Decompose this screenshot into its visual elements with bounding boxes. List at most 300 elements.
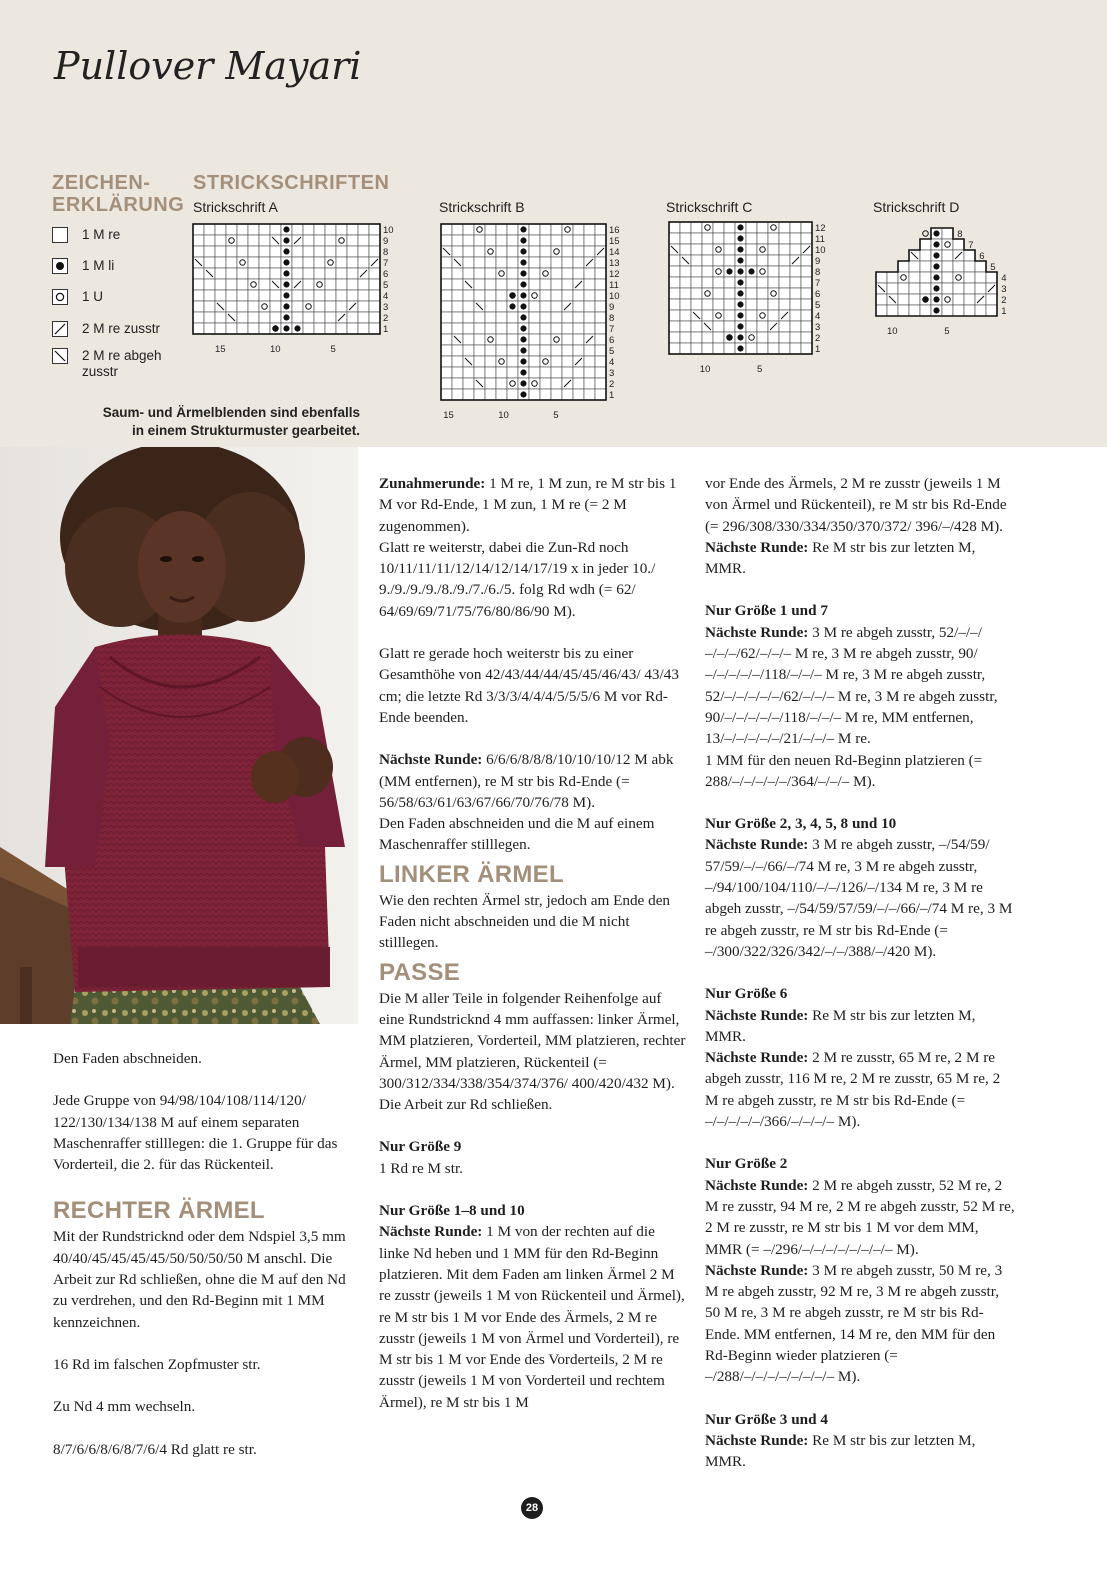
- chart-cell: [237, 312, 248, 323]
- chart-cell: [441, 323, 452, 334]
- chart-cell: [441, 268, 452, 279]
- chart-cell: [964, 250, 975, 261]
- empty-square-icon: [52, 227, 68, 243]
- legend-label: 1 U: [82, 289, 104, 304]
- chart-d: [876, 228, 1026, 343]
- chart-cell: [485, 389, 496, 400]
- paragraph: Jede Gruppe von 94/98/104/108/114/120/ 122/130/134/138 M auf einem separaten Maschenraffer stilllegen: die 1. Gruppe für das Vorderteil, die 2. für das Rückenteil.: [53, 1092, 338, 1174]
- chart-cell: [746, 222, 757, 233]
- chart-cell: [204, 279, 215, 290]
- row-label: 9: [815, 255, 821, 267]
- chart-cell: [540, 224, 551, 235]
- row-label: 4: [383, 290, 389, 302]
- col-label: 15: [215, 344, 226, 355]
- chart-cell: [801, 343, 812, 354]
- purl-dot: [933, 252, 939, 258]
- chart-cell: [496, 268, 507, 279]
- chart-cell: [540, 301, 551, 312]
- chart-cell: [691, 255, 702, 266]
- chart-cell: [369, 323, 380, 334]
- text: 1 M von der rechten auf die linke Nd heben und 1 MM für den Rd-Beginn platzieren. Mit dem Faden am linken Ärmel 2 M re zusstr (jeweils 1 M von Rückenteil und Ärmel), re M str bis 1 M vor Ende des Ärmels, 2 M re zusstr (jeweils 1 M von Ärmel und Vorderteil), re M str bis 1 M vor Ende des Vorderteils, 2 M re zusstr (jeweils 1 M von Vorderteil und rechtem Ärmel), re M str bis 1 M: [379, 1223, 685, 1411]
- row-label: 7: [609, 323, 615, 335]
- chart-b: [441, 224, 631, 429]
- chart-cell: [496, 246, 507, 257]
- chart-cell: [757, 343, 768, 354]
- chart-cell: [691, 288, 702, 299]
- heading-passe: PASSE: [379, 958, 461, 986]
- chart-cell: [204, 312, 215, 323]
- row-label: 3: [383, 301, 389, 313]
- chart-cell: [713, 233, 724, 244]
- chart-cell: [595, 290, 606, 301]
- chart-cell: [551, 323, 562, 334]
- row-label: 5: [990, 261, 996, 273]
- chart-cell: [746, 244, 757, 255]
- chart-cell: [474, 345, 485, 356]
- chart-cell: [757, 244, 768, 255]
- chart-note: Saum- und Ärmelblenden sind ebenfalls in einem Strukturmuster gearbeitet.: [102, 405, 360, 438]
- chart-cell: [801, 288, 812, 299]
- purl-dot: [520, 270, 526, 276]
- chart-cell: [358, 257, 369, 268]
- chart-cell: [562, 345, 573, 356]
- chart-cell: [529, 312, 540, 323]
- label: Zunahmerunde:: [379, 475, 486, 492]
- chart-cell: [724, 233, 735, 244]
- chart-cell: [441, 389, 452, 400]
- chart-cell: [986, 294, 997, 305]
- chart-cell: [463, 246, 474, 257]
- chart-cell: [485, 290, 496, 301]
- label: Nächste Runde:: [705, 1049, 809, 1067]
- chart-cell: [724, 288, 735, 299]
- chart-cell: [790, 310, 801, 321]
- chart-cell: [529, 257, 540, 268]
- chart-cell: [669, 233, 680, 244]
- chart-cell: [441, 367, 452, 378]
- legend-label: 2 M re zusstr: [82, 321, 161, 336]
- chart-cell: [669, 277, 680, 288]
- chart-cell: [259, 279, 270, 290]
- chart-cell: [964, 261, 975, 272]
- chart-cell: [953, 294, 964, 305]
- col-label: 5: [553, 410, 559, 421]
- chart-cell: [336, 257, 347, 268]
- chart-cell: [724, 321, 735, 332]
- chart-cell: [441, 345, 452, 356]
- purl-dot: [283, 325, 289, 331]
- chart-cell: [691, 244, 702, 255]
- chart-cell: [358, 312, 369, 323]
- chart-cell: [369, 301, 380, 312]
- chart-cell: [573, 301, 584, 312]
- label: Nur Größe 1 und 7: [705, 602, 828, 620]
- chart-cell: [573, 312, 584, 323]
- chart-grid: [193, 224, 380, 334]
- chart-cell: [529, 246, 540, 257]
- row-label: 3: [815, 321, 821, 333]
- chart-cell: [953, 261, 964, 272]
- chart-cell: [358, 224, 369, 235]
- chart-cell: [358, 301, 369, 312]
- chart-cell: [801, 222, 812, 233]
- row-label: 1: [815, 343, 821, 355]
- label: Nur Größe 1–8 und 10: [379, 1202, 525, 1220]
- paragraph: [379, 473, 689, 537]
- chart-cell: [193, 279, 204, 290]
- chart-cell: [551, 257, 562, 268]
- chart-a: [193, 224, 403, 364]
- chart-cell: [713, 321, 724, 332]
- chart-cell: [485, 257, 496, 268]
- row-label: 13: [609, 257, 620, 269]
- chart-cell: [507, 367, 518, 378]
- chart-cell: [529, 356, 540, 367]
- chart-cell: [463, 345, 474, 356]
- purl-dot: [520, 369, 526, 375]
- purl-dot: [283, 237, 289, 243]
- purl-dot: [283, 281, 289, 287]
- chart-cell: [757, 321, 768, 332]
- purl-dot: [933, 230, 939, 236]
- chart-cell: [876, 294, 887, 305]
- chart-cell: [204, 323, 215, 334]
- chart-cell: [964, 294, 975, 305]
- label: Nächste Runde:: [705, 1431, 809, 1449]
- text-column-3: [705, 473, 1015, 1493]
- chart-cell: [573, 224, 584, 235]
- paragraph: 8/7/6/6/8/6/8/7/6/4 Rd glatt re str.: [53, 1440, 257, 1458]
- label: Nächste Runde:: [705, 1261, 809, 1279]
- chart-cell: [496, 389, 507, 400]
- chart-cell: [953, 305, 964, 316]
- chart-cell: [496, 334, 507, 345]
- row-label: 16: [609, 224, 620, 236]
- chart-cell: [584, 301, 595, 312]
- chart-cell: [303, 224, 314, 235]
- paragraph: [705, 1409, 1015, 1473]
- chart-cell: [702, 310, 713, 321]
- chart-cell: [584, 356, 595, 367]
- chart-cell: [540, 389, 551, 400]
- row-label: 6: [609, 334, 615, 346]
- chart-cell: [325, 224, 336, 235]
- chart-cell: [237, 323, 248, 334]
- col-label: 5: [330, 344, 336, 355]
- chart-cell: [551, 224, 562, 235]
- chart-cell: [669, 266, 680, 277]
- chart-cell: [801, 332, 812, 343]
- purl-dot: [520, 325, 526, 331]
- chart-cell: [920, 250, 931, 261]
- chart-cell: [529, 345, 540, 356]
- purl-dot: [520, 391, 526, 397]
- chart-cell: [595, 389, 606, 400]
- chart-cell: [757, 277, 768, 288]
- label: Nur Größe 6: [705, 985, 788, 1003]
- chart-cell: [204, 301, 215, 312]
- legend-label: 1 M re: [82, 227, 121, 242]
- chart-cell: [259, 257, 270, 268]
- chart-cell: [496, 323, 507, 334]
- chart-cell: [314, 279, 325, 290]
- paragraph: Mit der Rundstricknd oder dem Ndspiel 3,5 mm 40/40/45/45/45/45/50/50/50/50 M anschl. Die Arbeit zur Rd schließen, ohne die M auf den Nd zu verdrehen, und den Rd-Beginn mit 1 MM kennzeichnen.: [53, 1228, 346, 1331]
- chart-cell: [691, 343, 702, 354]
- chart-cell: [562, 356, 573, 367]
- chart-cell: [573, 246, 584, 257]
- chart-cell: [540, 246, 551, 257]
- chart-c: [669, 222, 839, 382]
- legend-label: 2 M re abgeh zusstr: [82, 348, 162, 379]
- chart-cell: [562, 235, 573, 246]
- chart-cell: [314, 235, 325, 246]
- col-label: 5: [944, 326, 950, 337]
- chart-cell: [529, 279, 540, 290]
- chart-cell: [507, 389, 518, 400]
- chart-cell: [485, 268, 496, 279]
- purl-dot: [520, 347, 526, 353]
- chart-cell: [529, 224, 540, 235]
- chart-cell: [584, 290, 595, 301]
- chart-cell: [226, 224, 237, 235]
- chart-cell: [779, 343, 790, 354]
- chart-cell: [270, 268, 281, 279]
- label: Nächste Runde:: [379, 751, 483, 769]
- paragraph: [705, 813, 1015, 962]
- chart-cell: [942, 272, 953, 283]
- chart-cell: [746, 233, 757, 244]
- chart-cell: [485, 246, 496, 257]
- chart-cell: [551, 367, 562, 378]
- purl-dot: [726, 268, 732, 274]
- chart-cell: [358, 235, 369, 246]
- chart-cell: [336, 246, 347, 257]
- paragraph: Die Arbeit zur Rd schließen.: [379, 1096, 553, 1114]
- chart-cell: [226, 279, 237, 290]
- chart-cell: [215, 257, 226, 268]
- text-column-2: [379, 473, 689, 1434]
- chart-cell: [226, 246, 237, 257]
- chart-cell: [920, 272, 931, 283]
- chart-cell: [768, 310, 779, 321]
- purl-dot: [283, 226, 289, 232]
- row-label: 4: [1001, 272, 1007, 284]
- chart-cell: [204, 290, 215, 301]
- chart-cell: [790, 277, 801, 288]
- chart-cell: [713, 244, 724, 255]
- chart-cell: [551, 378, 562, 389]
- chart-cell: [507, 312, 518, 323]
- chart-cell: [215, 290, 226, 301]
- chart-cell: [215, 312, 226, 323]
- chart-cell: [768, 255, 779, 266]
- chart-cell: [237, 301, 248, 312]
- row-label: 8: [383, 246, 389, 258]
- row-label: 12: [815, 222, 826, 234]
- chart-cell: [369, 246, 380, 257]
- chart-cell: [790, 244, 801, 255]
- chart-cell: [452, 246, 463, 257]
- chart-cell: [325, 323, 336, 334]
- chart-cell: [314, 257, 325, 268]
- chart-cell: [746, 255, 757, 266]
- purl-dot: [737, 345, 743, 351]
- chart-cell: [790, 266, 801, 277]
- row-label: 5: [815, 299, 821, 311]
- chart-cell: [746, 288, 757, 299]
- chart-cell: [452, 268, 463, 279]
- chart-cell: [790, 288, 801, 299]
- chart-cell: [452, 367, 463, 378]
- chart-cell: [248, 323, 259, 334]
- text: 3 M re abgeh zusstr, 52/–/–/ –/–/–/62/–/–/– M re, 3 M re abgeh zusstr, 90/ –/–/–/–/–/118/–/–/– M re, 3 M re abgeh zusstr, 52/–/–/–/–/–/62/–/–/– M re, 3 M re abgeh zusstr, 90/–/–/–/–/–/118/–/–/– M re, MM entfernen, 13/–/–/–/–/–/21/–/–/– M re.: [705, 623, 998, 748]
- chart-cell: [336, 235, 347, 246]
- chart-cell: [573, 334, 584, 345]
- chart-cell: [507, 378, 518, 389]
- row-label: 9: [609, 301, 615, 313]
- chart-cell: [669, 343, 680, 354]
- purl-dot: [737, 312, 743, 318]
- chart-cell: [964, 305, 975, 316]
- chart-cell: [551, 334, 562, 345]
- chart-cell: [724, 255, 735, 266]
- col-label: 10: [498, 410, 509, 421]
- chart-cell: [713, 288, 724, 299]
- text: Re M str bis zur letzten M, MMR.: [705, 1431, 976, 1471]
- label: Nächste Runde:: [379, 1223, 483, 1241]
- chart-cell: [702, 244, 713, 255]
- chart-cell: [768, 288, 779, 299]
- chart-cell: [259, 312, 270, 323]
- chart-cell: [746, 299, 757, 310]
- chart-cell: [691, 222, 702, 233]
- purl-dot: [283, 248, 289, 254]
- chart-cell: [314, 312, 325, 323]
- chart-cell: [496, 356, 507, 367]
- chart-cell: [669, 288, 680, 299]
- row-label: 10: [383, 224, 394, 236]
- chart-cell: [669, 310, 680, 321]
- chart-cell: [474, 356, 485, 367]
- legend-item-knit: [52, 227, 120, 243]
- legend-heading: [52, 172, 184, 216]
- chart-cell: [551, 246, 562, 257]
- chart-cell: [347, 312, 358, 323]
- chart-cell: [768, 244, 779, 255]
- chart-cell: [496, 279, 507, 290]
- chart-cell: [193, 301, 204, 312]
- chart-cell: [347, 224, 358, 235]
- label: Nächste Runde:: [705, 1006, 809, 1024]
- chart-cell: [713, 343, 724, 354]
- chart-cell: [292, 301, 303, 312]
- chart-cell: [463, 323, 474, 334]
- chart-cell: [452, 224, 463, 235]
- chart-cell: [507, 257, 518, 268]
- chart-cell: [790, 299, 801, 310]
- row-label: 7: [815, 277, 821, 289]
- row-label: 7: [968, 239, 974, 251]
- chart-cell: [790, 343, 801, 354]
- chart-cell: [724, 277, 735, 288]
- paragraph: Wie den rechten Ärmel str, jedoch am Ende den Faden nicht abschneiden und die M nicht stilllegen.: [379, 891, 671, 952]
- chart-cell: [463, 312, 474, 323]
- paragraph: Glatt re gerade hoch weiterstr bis zu einer Gesamthöhe von 42/43/44/44/45/45/46/43/ 43/43 cm; die letzte Rd 3/3/3/4/4/4/5/5/5/6 M vor Rd-Ende beenden.: [379, 645, 679, 726]
- chart-cell: [595, 323, 606, 334]
- text: 1 M re, 1 M zun, re M str bis 1 M vor Rd-Ende, 1 M zun, 1 M re (= 2 M zugenommen).: [379, 475, 677, 535]
- chart-cell: [193, 323, 204, 334]
- chart-cell: [669, 332, 680, 343]
- chart-cell: [325, 246, 336, 257]
- chart-cell: [573, 378, 584, 389]
- chart-cell: [226, 268, 237, 279]
- chart-cell: [584, 323, 595, 334]
- chart-cell: [270, 301, 281, 312]
- chart-cell: [259, 224, 270, 235]
- chart-cell: [551, 356, 562, 367]
- chart-cell: [595, 235, 606, 246]
- chart-cell: [270, 224, 281, 235]
- chart-cell: [779, 332, 790, 343]
- chart-cell: [790, 222, 801, 233]
- chart-cell: [562, 334, 573, 345]
- chart-cell: [452, 279, 463, 290]
- chart-cell: [887, 272, 898, 283]
- chart-cell: [779, 277, 790, 288]
- chart-cell: [986, 272, 997, 283]
- open-circle-icon: [52, 289, 68, 305]
- chart-cell: [540, 257, 551, 268]
- chart-cell: [540, 378, 551, 389]
- chart-cell: [702, 299, 713, 310]
- chart-cell: [215, 235, 226, 246]
- chart-cell: [485, 224, 496, 235]
- purl-dot: [283, 292, 289, 298]
- heading-rechter-aermel: RECHTER ÄRMEL: [53, 1197, 265, 1225]
- row-label: 14: [609, 246, 620, 258]
- chart-cell: [215, 224, 226, 235]
- chart-cell: [680, 244, 691, 255]
- chart-cell: [347, 279, 358, 290]
- label: Nur Größe 2: [705, 1155, 788, 1173]
- purl-dot: [520, 237, 526, 243]
- chart-cell: [757, 266, 768, 277]
- chart-cell: [680, 310, 691, 321]
- chart-cell: [452, 356, 463, 367]
- chart-cell: [441, 235, 452, 246]
- chart-cell: [303, 312, 314, 323]
- chart-cell: [292, 224, 303, 235]
- chart-cell: [474, 246, 485, 257]
- chart-cell: [768, 343, 779, 354]
- chart-cell: [474, 279, 485, 290]
- chart-cell: [314, 224, 325, 235]
- chart-cell: [669, 321, 680, 332]
- chart-cell: [226, 257, 237, 268]
- col-label: 10: [270, 344, 281, 355]
- chart-cell: [595, 378, 606, 389]
- purl-dot: [283, 270, 289, 276]
- label: Nächste Runde:: [705, 623, 809, 641]
- chart-cell: [562, 290, 573, 301]
- chart-cell: [584, 224, 595, 235]
- chart-cell: [746, 343, 757, 354]
- chart-b-label: Strickschrift B: [439, 199, 525, 215]
- chart-cell: [226, 290, 237, 301]
- chart-cell: [909, 305, 920, 316]
- chart-cell: [441, 301, 452, 312]
- chart-cell: [975, 261, 986, 272]
